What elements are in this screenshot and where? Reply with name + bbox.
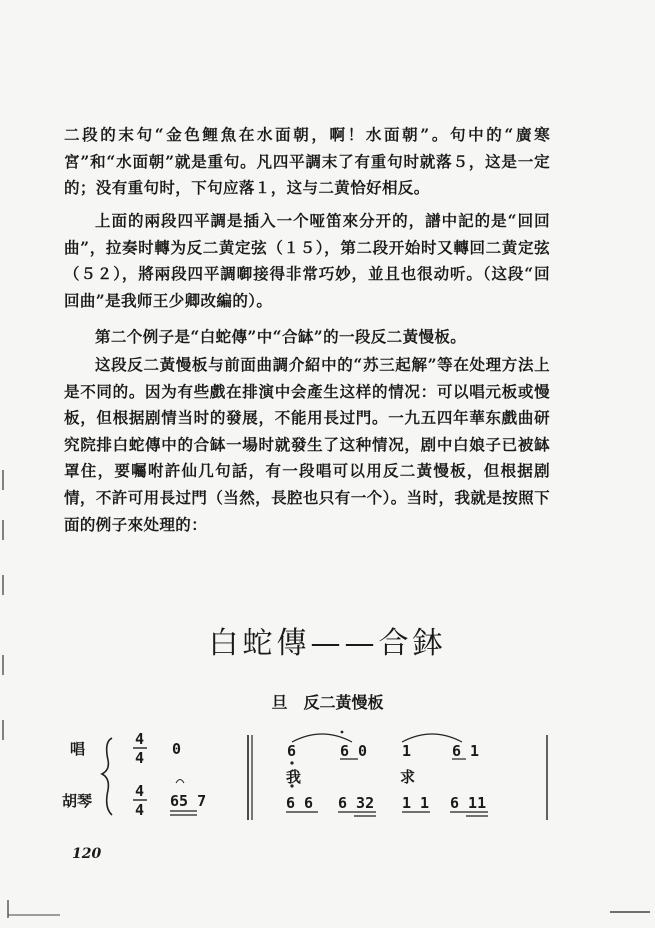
huqin-label: 胡琴 <box>62 792 93 810</box>
time-sig-top: 4 <box>135 782 145 800</box>
note: 6 <box>287 742 297 760</box>
lyric: 求 <box>400 768 416 786</box>
note: 6 11 <box>450 794 487 812</box>
slur <box>292 734 352 742</box>
note: 6 6 <box>286 794 314 812</box>
time-sig-bottom: 4 <box>135 749 145 767</box>
paragraph-1: 二段的末句“金色鲤魚在水面朝，啊！水面朝”。句中的“廣寒宮”和“水面朝”就是重句。凡四平調末了有重句时就落５，这是一定的；没有重句时，下句应落１，这与二黄恰好相反。 <box>64 125 550 198</box>
vocal-label: 唱 <box>70 740 86 758</box>
score-subtitle: 旦 反二黃慢板 <box>271 693 384 712</box>
ornament <box>176 780 184 784</box>
score-brace <box>102 738 112 815</box>
time-sig-bottom: 4 <box>135 801 145 819</box>
paragraph-3: 第二个例子是“白蛇傳”中“合缽”的一段反二黃慢板。 <box>95 327 467 346</box>
note: 0 <box>172 740 182 758</box>
note: 1 <box>402 742 412 760</box>
lyric: 我 <box>286 768 302 786</box>
score-title: 白蛇傳——合鉢 <box>208 626 447 661</box>
page-number: 120 <box>72 846 102 862</box>
note: 1 1 <box>402 794 430 812</box>
note: 6 1 <box>452 742 480 760</box>
time-sig-top: 4 <box>135 730 145 748</box>
note: 6 32 <box>338 794 375 812</box>
note: 65 7 <box>170 792 207 810</box>
paragraph-2: 上面的兩段四平調是插入一个哑笛來分开的，譜中記的是“回回曲”，拉奏时轉为反二黄定弦（１５），第二段开始时又轉回二黄定弦（５２），將兩段四平調啣接得非常巧妙，並且也很动听。（这段“回回曲”是我师王少卿改編的）。 <box>64 211 550 310</box>
note: 6 0 <box>340 742 368 760</box>
slur <box>402 734 462 742</box>
dot <box>341 731 344 734</box>
octave-dot <box>290 761 293 764</box>
paragraph-4: 这段反二黃慢板与前面曲調介紹中的“苏三起解”等在处理方法上是不同的。因为有些戲在排演中会產生这样的情况：可以唱元板或慢板，但根据剧情当时的發展，不能用長过門。一九五四年華东戲曲研究院排白蛇傳中的合缽一場时就發生了这种情况，剧中白娘子已被缽罩住，要囑咐許仙几句話，有一段唱可以用反二黃慢板，但根据剧情，不許可用長过門（当然，長腔也只有一个）。当时，我就是按照下面的例子來处理的： <box>64 355 550 534</box>
